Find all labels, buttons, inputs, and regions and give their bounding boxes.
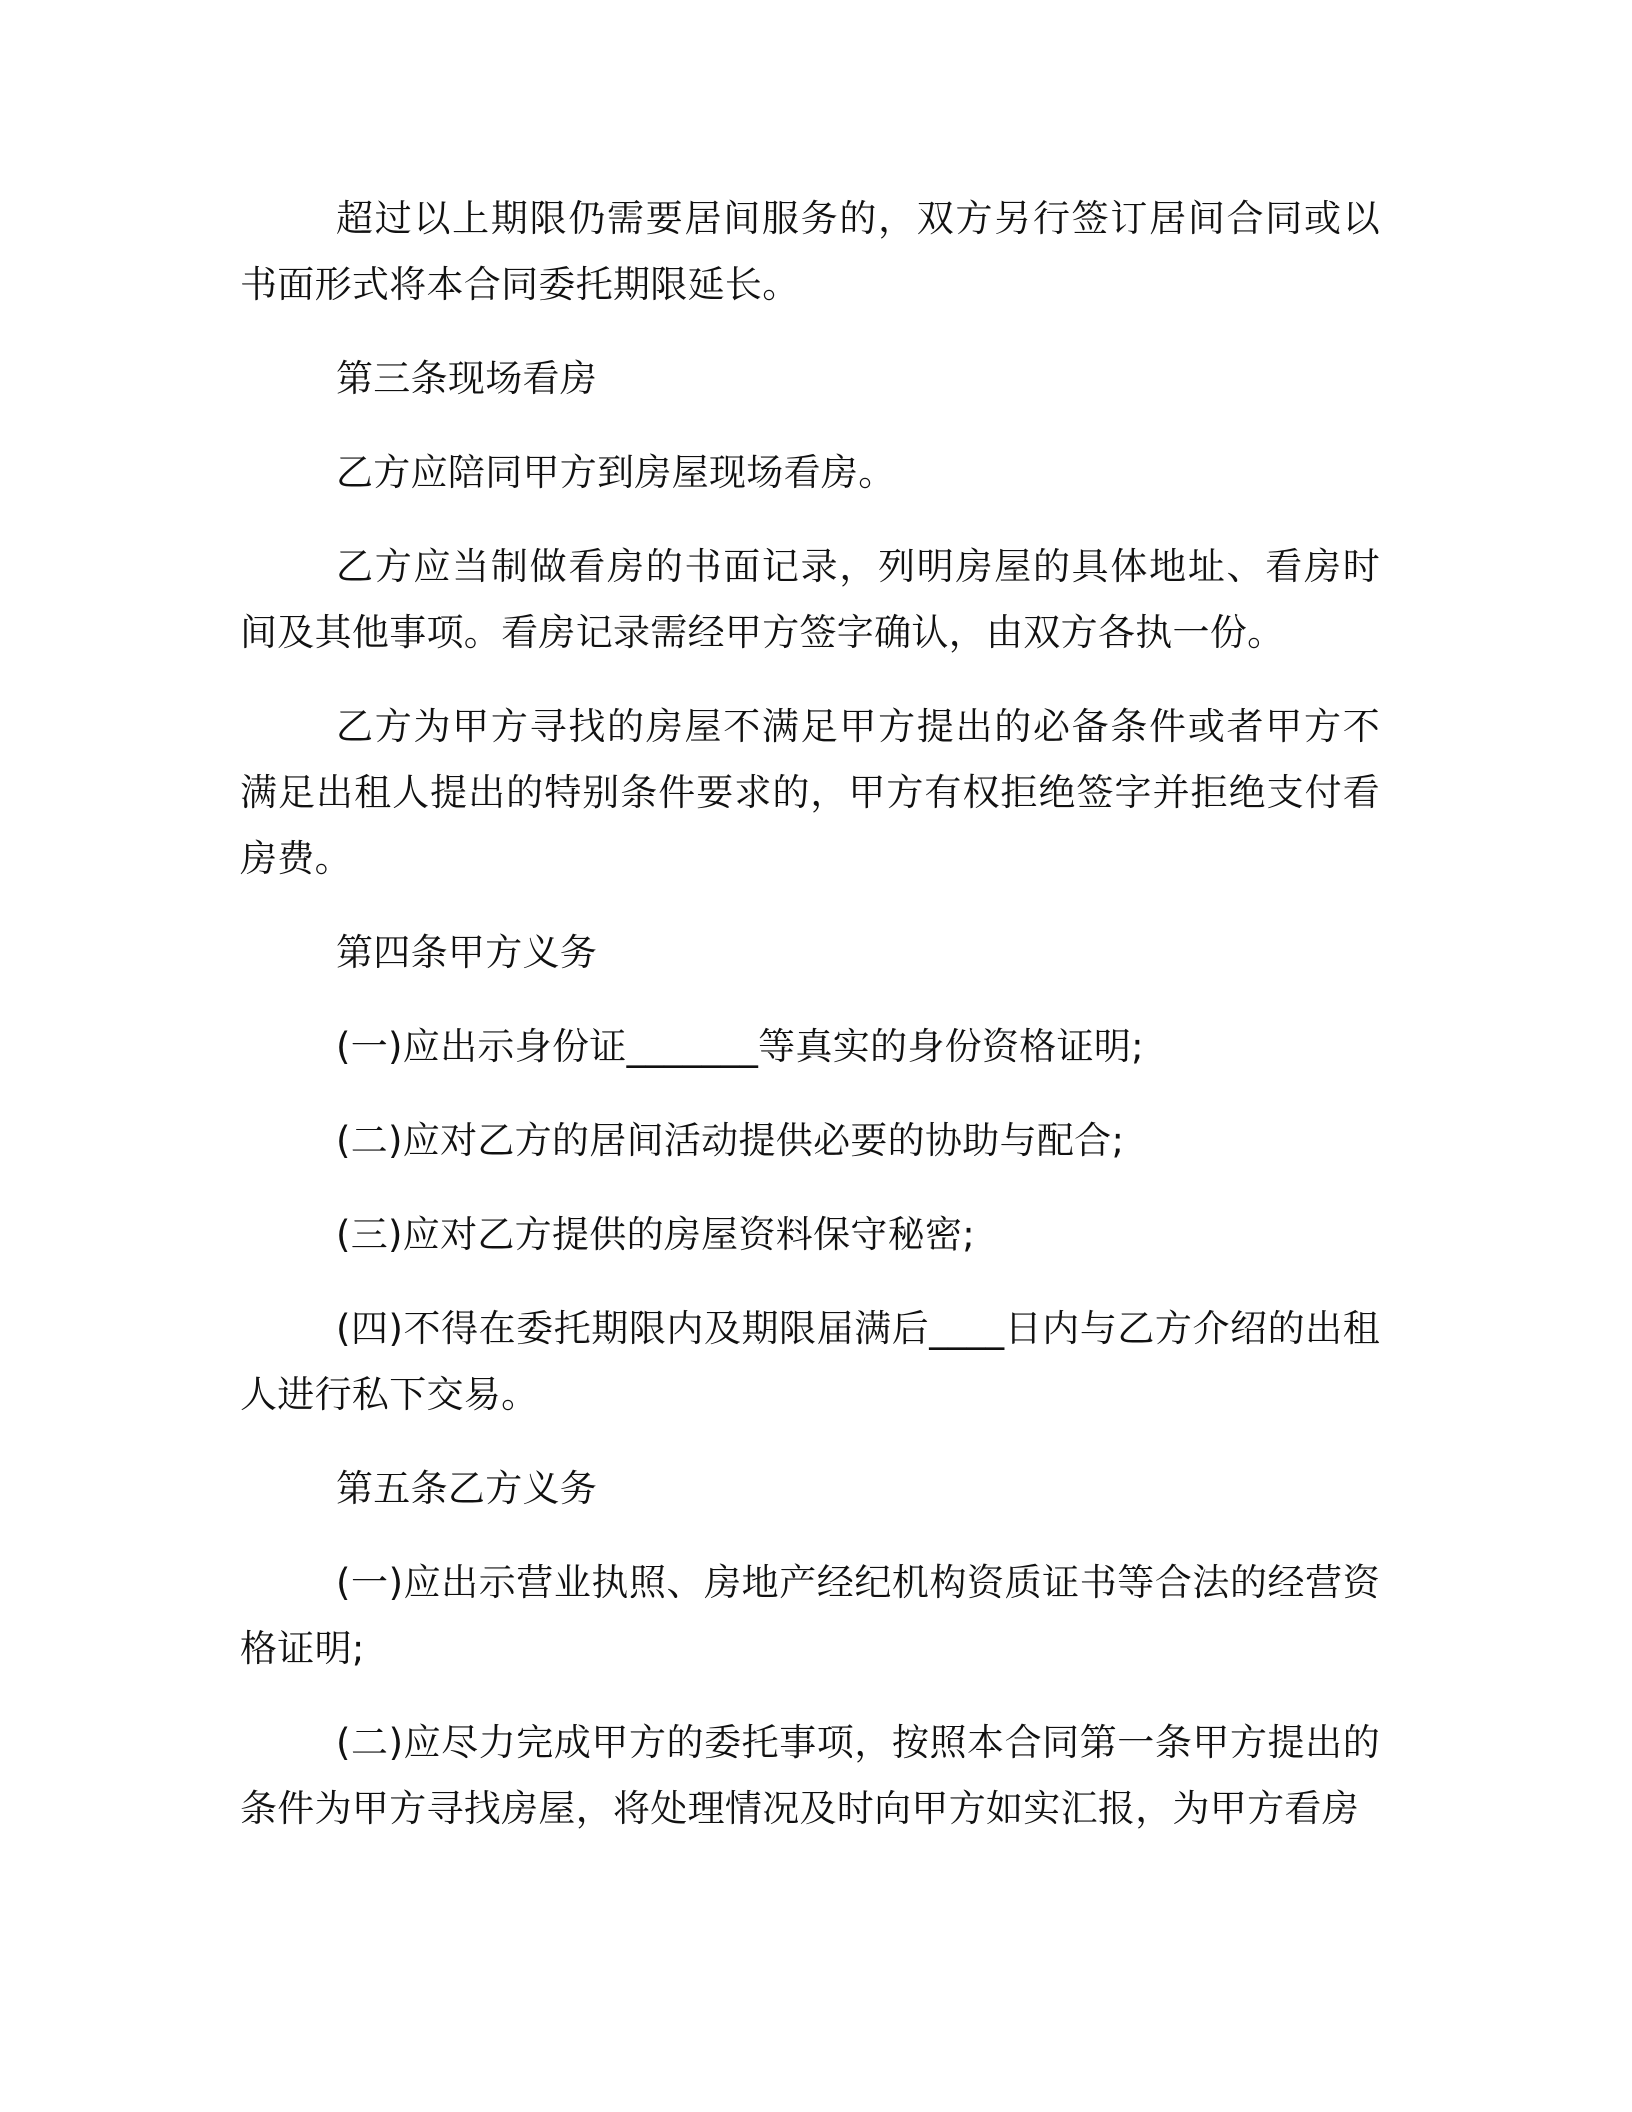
list-item-party-b-2: (二)应尽力完成甲方的委托事项，按照本合同第一条甲方提出的条件为甲方寻找房屋，将处理情况及时向甲方如实汇报，为甲方看房 [240,1721,1380,1830]
paragraph-extension-clause: 超过以上期限仍需要居间服务的，双方另行签订居间合同或以书面形式将本合同委托期限延长。 [240,197,1380,306]
paragraph-refusal-right: 乙方为甲方寻找的房屋不满足甲方提出的必备条件或者甲方不满足出租人提出的特别条件要求的，甲方有权拒绝签字并拒绝支付看房费。 [240,705,1380,880]
list-item-party-a-1: (一)应出示身份证_______等真实的身份资格证明; [336,1025,1144,1068]
heading-article-5: 第五条乙方义务 [336,1467,598,1510]
list-item-party-a-3: (三)应对乙方提供的房屋资料保守秘密; [336,1213,976,1256]
list-item-party-a-4: (四)不得在委托期限内及期限届满后____日内与乙方介绍的出租人进行私下交易。 [240,1307,1380,1416]
list-item-party-a-2: (二)应对乙方的居间活动提供必要的协助与配合; [336,1119,1125,1162]
paragraph-accompany-viewing: 乙方应陪同甲方到房屋现场看房。 [336,451,896,494]
heading-article-4: 第四条甲方义务 [336,931,598,974]
heading-article-3: 第三条现场看房 [336,357,598,400]
paragraph-viewing-record: 乙方应当制做看房的书面记录，列明房屋的具体地址、看房时间及其他事项。看房记录需经甲方签字确认，由双方各执一份。 [240,545,1380,654]
list-item-party-b-1: (一)应出示营业执照、房地产经纪机构资质证书等合法的经营资格证明; [240,1561,1380,1670]
document-body [240,186,1380,1870]
